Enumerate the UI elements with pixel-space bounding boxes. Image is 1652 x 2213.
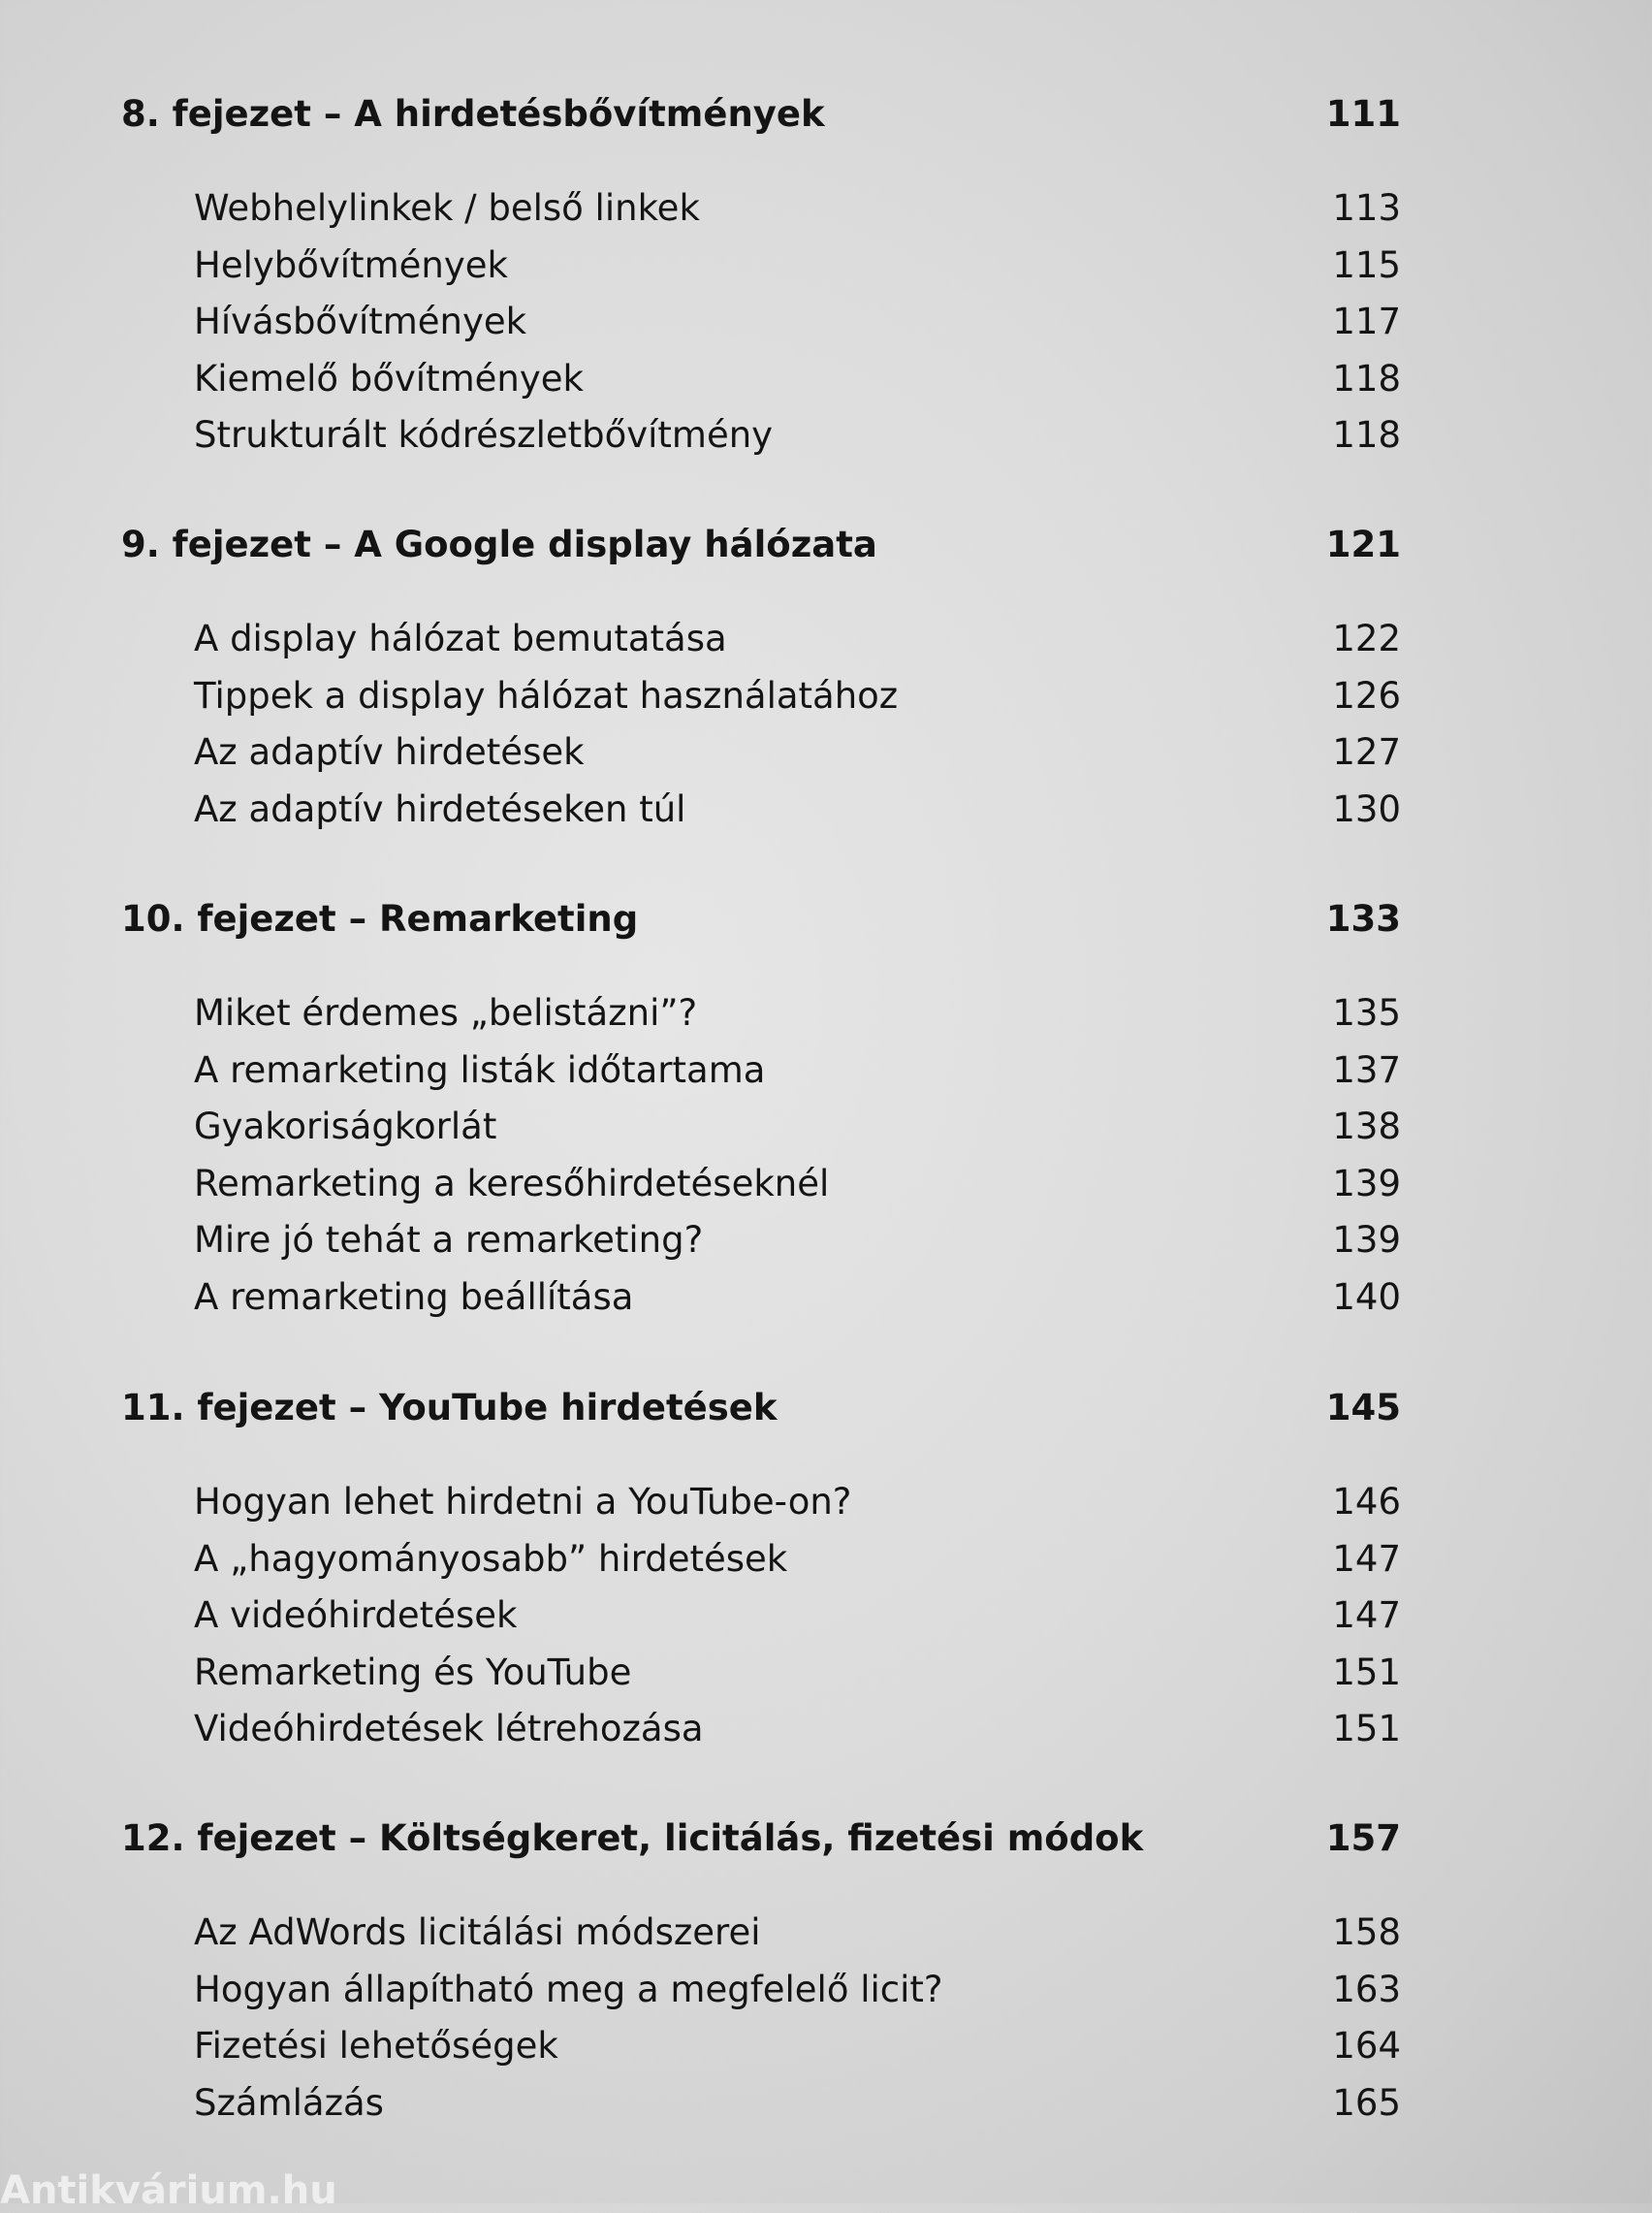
entry-page-number: 158 bbox=[1332, 1911, 1401, 1953]
toc-entry bbox=[121, 2075, 1401, 2133]
entry-title: Webhelylinkek / belső linkek bbox=[194, 187, 700, 229]
entry-list bbox=[121, 985, 1401, 1327]
toc-entry bbox=[121, 782, 1401, 839]
entry-title: A „hagyományosabb” hirdetések bbox=[194, 1537, 788, 1580]
entry-list bbox=[121, 611, 1401, 838]
entry-page-number: 139 bbox=[1332, 1162, 1401, 1204]
entry-title: Strukturált kódrészletbővítmény bbox=[194, 414, 774, 457]
entry-title: Remarketing és YouTube bbox=[194, 1651, 632, 1693]
toc-entry bbox=[121, 985, 1401, 1042]
entry-title: A videóhirdetések bbox=[194, 1594, 518, 1637]
toc-entry bbox=[121, 238, 1401, 295]
chapter-heading bbox=[121, 85, 1401, 144]
watermark: Antikvárium.hu bbox=[0, 2168, 337, 2213]
entry-list bbox=[121, 1905, 1401, 2132]
entry-page-number: 165 bbox=[1332, 2081, 1401, 2124]
entry-title: Helybővítmények bbox=[194, 243, 508, 286]
entry-title: Mire jó tehát a remarketing? bbox=[194, 1219, 704, 1262]
entry-page-number: 117 bbox=[1332, 301, 1401, 343]
chapter-8 bbox=[121, 85, 1401, 465]
toc-entry bbox=[121, 724, 1401, 782]
toc-entry bbox=[121, 1588, 1401, 1645]
entry-page-number: 137 bbox=[1332, 1048, 1401, 1091]
entry-list bbox=[121, 1474, 1401, 1758]
chapter-page-number: 133 bbox=[1325, 898, 1401, 940]
entry-title: Videóhirdetések létrehozása bbox=[194, 1708, 704, 1750]
toc-entry bbox=[121, 1645, 1401, 1702]
chapter-12 bbox=[121, 1810, 1401, 2132]
chapter-heading bbox=[121, 890, 1401, 948]
chapter-title: 11. fejezet – YouTube hirdetések bbox=[121, 1387, 778, 1428]
entry-page-number: 151 bbox=[1332, 1651, 1401, 1693]
entry-page-number: 122 bbox=[1332, 618, 1401, 659]
entry-page-number: 127 bbox=[1332, 731, 1401, 774]
entry-title: Számlázás bbox=[194, 2081, 384, 2124]
toc-entry bbox=[121, 1099, 1401, 1156]
chapter-heading bbox=[121, 1379, 1401, 1437]
entry-title: Gyakoriságkorlát bbox=[194, 1106, 497, 1148]
toc-entry bbox=[121, 407, 1401, 465]
chapter-title: 8. fejezet – A hirdetésbővítmények bbox=[121, 93, 825, 135]
toc-entry bbox=[121, 1042, 1401, 1100]
chapter-page-number: 157 bbox=[1325, 1817, 1401, 1859]
entry-title: A display hálózat bemutatása bbox=[194, 618, 727, 659]
toc-entry bbox=[121, 1474, 1401, 1531]
entry-list bbox=[121, 180, 1401, 465]
entry-title: Az adaptív hirdetések bbox=[194, 731, 585, 774]
toc-entry bbox=[121, 1269, 1401, 1327]
toc-entry bbox=[121, 1156, 1401, 1213]
chapter-page-number: 145 bbox=[1325, 1387, 1401, 1428]
toc-entry bbox=[121, 180, 1401, 238]
entry-page-number: 115 bbox=[1332, 243, 1401, 286]
toc-entry bbox=[121, 2018, 1401, 2075]
entry-title: Remarketing a keresőhirdetéseknél bbox=[194, 1162, 830, 1204]
entry-title: Az AdWords licitálási módszerei bbox=[194, 1911, 761, 1953]
entry-page-number: 147 bbox=[1332, 1537, 1401, 1580]
entry-page-number: 135 bbox=[1332, 992, 1401, 1034]
entry-page-number: 118 bbox=[1332, 414, 1401, 457]
entry-title: Tippek a display hálózat használatához bbox=[194, 674, 899, 717]
chapter-10 bbox=[121, 890, 1401, 1327]
entry-page-number: 164 bbox=[1332, 2025, 1401, 2068]
toc-entry bbox=[121, 611, 1401, 668]
entry-page-number: 151 bbox=[1332, 1708, 1401, 1750]
chapter-title: 12. fejezet – Költségkeret, licitálás, fizetési módok bbox=[121, 1817, 1144, 1859]
toc-entry bbox=[121, 1212, 1401, 1269]
toc-entry bbox=[121, 1905, 1401, 1962]
entry-page-number: 113 bbox=[1332, 187, 1401, 229]
entry-title: Hívásbővítmények bbox=[194, 301, 527, 343]
entry-page-number: 163 bbox=[1332, 1968, 1401, 2010]
entry-page-number: 118 bbox=[1332, 357, 1401, 400]
entry-title: Az adaptív hirdetéseken túl bbox=[194, 787, 686, 830]
entry-title: Fizetési lehetőségek bbox=[194, 2025, 558, 2068]
entry-page-number: 147 bbox=[1332, 1594, 1401, 1637]
entry-title: Hogyan állapítható meg a megfelelő licit? bbox=[194, 1968, 943, 2010]
toc-entry bbox=[121, 351, 1401, 408]
chapter-heading bbox=[121, 516, 1401, 574]
toc-entry bbox=[121, 668, 1401, 725]
chapter-title: 9. fejezet – A Google display hálózata bbox=[121, 524, 877, 565]
chapter-11 bbox=[121, 1379, 1401, 1758]
entry-page-number: 130 bbox=[1332, 787, 1401, 830]
toc-entry bbox=[121, 1531, 1401, 1588]
entry-page-number: 138 bbox=[1332, 1106, 1401, 1148]
entry-title: Hogyan lehet hirdetni a YouTube-on? bbox=[194, 1481, 852, 1523]
entry-page-number: 140 bbox=[1332, 1275, 1401, 1318]
chapter-page-number: 121 bbox=[1325, 524, 1401, 565]
chapter-page-number: 111 bbox=[1325, 93, 1401, 135]
entry-title: A remarketing listák időtartama bbox=[194, 1048, 766, 1091]
toc-entry bbox=[121, 294, 1401, 351]
toc-entry bbox=[121, 1962, 1401, 2019]
entry-title: Kiemelő bővítmények bbox=[194, 357, 584, 400]
entry-page-number: 146 bbox=[1332, 1481, 1401, 1523]
entry-page-number: 126 bbox=[1332, 674, 1401, 717]
chapter-9 bbox=[121, 516, 1401, 838]
entry-title: Miket érdemes „belistázni”? bbox=[194, 992, 698, 1034]
entry-page-number: 139 bbox=[1332, 1219, 1401, 1262]
chapter-heading bbox=[121, 1810, 1401, 1868]
chapter-title: 10. fejezet – Remarketing bbox=[121, 898, 639, 940]
toc-entry bbox=[121, 1701, 1401, 1758]
entry-title: A remarketing beállítása bbox=[194, 1275, 634, 1318]
